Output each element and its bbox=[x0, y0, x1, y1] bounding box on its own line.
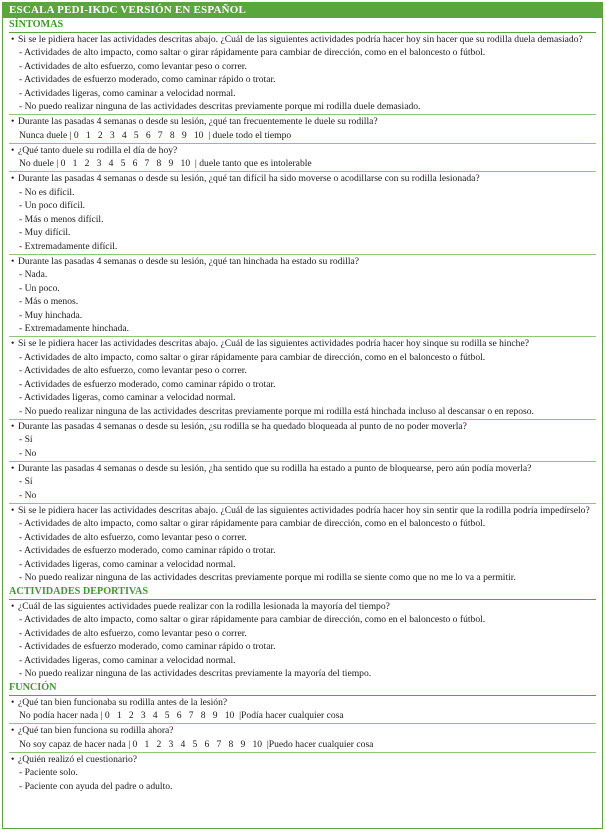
section-questions bbox=[9, 696, 596, 794]
answer-option: - Actividades de alto esfuerzo, como levantar peso o correr. bbox=[19, 627, 247, 639]
bullet-icon: • bbox=[11, 173, 15, 184]
answer-option: - No es difícil. bbox=[19, 186, 75, 198]
bullet-icon: • bbox=[11, 420, 15, 432]
questionnaire-body bbox=[3, 18, 602, 794]
answer-option: - Actividades de esfuerzo moderado, como caminar rápido o trotar. bbox=[19, 74, 276, 85]
question-item bbox=[9, 144, 596, 158]
bullet-icon: • bbox=[11, 504, 15, 516]
section-heading: ACTIVIDADES DEPORTIVAS bbox=[9, 585, 596, 600]
question-text: Si se le pidiera hacer las actividades descritas abajo. ¿Cuál de las siguientes actividades podría hacer hoy sinque su rodilla se hinche? bbox=[18, 338, 529, 349]
section-questions bbox=[9, 600, 596, 682]
question-item bbox=[9, 33, 596, 47]
answer-option: - Actividades de alto esfuerzo, como levantar peso o correr. bbox=[19, 531, 247, 543]
bullet-icon: • bbox=[11, 255, 15, 267]
answer-option: - Paciente solo. bbox=[19, 767, 78, 778]
answer-option: - Más o menos. bbox=[19, 296, 79, 307]
question bbox=[9, 144, 596, 173]
rating-scale: Nunca duele | 0 1 2 3 4 5 6 7 8 9 10 | duele todo el tiempo bbox=[19, 129, 292, 141]
answer-option: - Extremadamente difícil. bbox=[19, 240, 118, 252]
answer-option: - Sí bbox=[19, 476, 33, 487]
answer-option: - Extremadamente hinchada. bbox=[19, 323, 130, 334]
answer-option: - Actividades ligeras, como caminar a velocidad normal. bbox=[19, 558, 236, 570]
question-item bbox=[9, 115, 596, 129]
answer-option: - Un poco. bbox=[19, 282, 60, 294]
answer-option: - Actividades de esfuerzo moderado, como caminar rápido o trotar. bbox=[19, 641, 276, 652]
question bbox=[9, 724, 596, 753]
question bbox=[9, 172, 596, 255]
answer-option: - No puedo realizar ninguna de las actividades descritas previamente porque mi rodilla se siente como que no me lo va a permitir. bbox=[19, 572, 516, 583]
rating-scale: No duele | 0 1 2 3 4 5 6 7 8 9 10 | duele tanto que es intolerable bbox=[19, 158, 312, 169]
bullet-icon: • bbox=[11, 696, 15, 708]
answer-option: - Actividades de esfuerzo moderado, como caminar rápido o trotar. bbox=[19, 378, 276, 390]
question-item bbox=[9, 504, 596, 518]
document-title: ESCALA PEDI-IKDC VERSIÓN EN ESPAÑOL bbox=[3, 3, 602, 18]
answer-option: - Actividades de alto impacto, como saltar o girar rápidamente para cambiar de dirección, como en el baloncesto o fútbol. bbox=[19, 614, 486, 625]
section-heading: FUNCIÓN bbox=[9, 681, 596, 696]
question-text: ¿Cuál de las siguientes actividades puede realizar con la rodilla lesionada la mayoría del tiempo? bbox=[18, 600, 390, 612]
answer-option: - Actividades de alto esfuerzo, como levantar peso o correr. bbox=[19, 60, 247, 72]
bullet-icon: • bbox=[11, 753, 15, 765]
answer-option: - Sí bbox=[19, 434, 33, 445]
question-text: ¿Quién realizó el cuestionario? bbox=[18, 753, 138, 765]
answer-option: - No puedo realizar ninguna de las actividades descritas previamente porque mi rodilla está hinchada incluso al descansar o en reposo. bbox=[19, 405, 534, 417]
question-item bbox=[9, 462, 596, 476]
question-item bbox=[9, 724, 596, 738]
question-text: ¿Qué tanto duele su rodilla el día de hoy? bbox=[18, 144, 178, 156]
answer-option: - Muy difícil. bbox=[19, 227, 71, 238]
bullet-icon: • bbox=[11, 600, 15, 612]
bullet-icon: • bbox=[11, 144, 15, 156]
answer-option: - No bbox=[19, 489, 37, 501]
question-text: Durante las pasadas 4 semanas o desde su lesión, ¿qué tan hinchada ha estado su rodilla? bbox=[18, 255, 360, 267]
answer-option: - No puedo realizar ninguna de las actividades descritas previamente porque mi rodilla duele demasiado. bbox=[19, 101, 421, 112]
bullet-icon: • bbox=[11, 462, 15, 474]
answer-option: - No bbox=[19, 447, 37, 459]
rating-scale: No podía hacer nada | 0 1 2 3 4 5 6 7 8 9 10 |Podía hacer cualquier cosa bbox=[19, 710, 344, 721]
answer-option: - Actividades de alto impacto, como saltar o girar rápidamente para cambiar de dirección, como en el baloncesto o fútbol. bbox=[19, 518, 486, 529]
question-text: ¿Qué tan bien funcionaba su rodilla antes de la lesión? bbox=[18, 696, 228, 708]
question-item bbox=[9, 696, 596, 710]
question bbox=[9, 337, 596, 420]
question bbox=[9, 115, 596, 144]
question-item bbox=[9, 600, 596, 614]
question-item bbox=[9, 255, 596, 269]
section-heading: SÍNTOMAS bbox=[9, 18, 596, 33]
answer-option: - Actividades de alto impacto, como saltar o girar rápidamente para cambiar de dirección, como en el baloncesto o fútbol. bbox=[19, 351, 486, 363]
question-text: Si se le pidiera hacer las actividades descritas abajo. ¿Cuál de las siguientes actividades podría hacer hoy sin sentir que la rodilla podría impedírselo? bbox=[18, 504, 590, 516]
answer-option: - Actividades ligeras, como caminar a velocidad normal. bbox=[19, 87, 236, 99]
question-text: Durante las pasadas 4 semanas o desde su lesión, ¿ha sentido que su rodilla ha estado a punto de bloquearse, pero aún podía moverla? bbox=[18, 462, 532, 474]
answer-option: - Paciente con ayuda del padre o adulto. bbox=[19, 780, 173, 792]
question bbox=[9, 753, 596, 794]
question-item bbox=[9, 337, 596, 351]
rating-scale: No soy capaz de hacer nada | 0 1 2 3 4 5 6 7 8 9 10 |Puedo hacer cualquier cosa bbox=[19, 738, 374, 750]
question bbox=[9, 255, 596, 338]
answer-option: - Actividades ligeras, como caminar a velocidad normal. bbox=[19, 654, 236, 666]
section-questions bbox=[9, 33, 596, 586]
question-text: ¿Qué tan bien funciona su rodilla ahora? bbox=[18, 725, 174, 736]
question-text: Durante las pasadas 4 semanas o desde su lesión, ¿qué tan difícil ha sido moverse o acodillarse con su rodilla lesionada? bbox=[18, 173, 480, 184]
question-item bbox=[9, 172, 596, 186]
bullet-icon: • bbox=[11, 725, 15, 736]
question bbox=[9, 696, 596, 725]
question bbox=[9, 420, 596, 462]
question bbox=[9, 600, 596, 682]
bullet-icon: • bbox=[11, 33, 15, 45]
question-text: Si se le pidiera hacer las actividades descritas abajo. ¿Cuál de las siguientes actividades podría hacer hoy sin hacer que su rodilla duela demasiado? bbox=[18, 33, 583, 45]
question bbox=[9, 33, 596, 116]
question-text: Durante las pasadas 4 semanas o desde su lesión, ¿qué tan frecuentemente le duele su rodilla? bbox=[18, 116, 378, 127]
answer-option: - Nada. bbox=[19, 269, 48, 280]
question bbox=[9, 462, 596, 504]
bullet-icon: • bbox=[11, 116, 15, 127]
answer-option: - Más o menos difícil. bbox=[19, 213, 104, 225]
question-item bbox=[9, 420, 596, 434]
question bbox=[9, 504, 596, 586]
answer-option: - No puedo realizar ninguna de las actividades descritas previamente la mayoría del tiempo. bbox=[19, 668, 372, 679]
question-text: Durante las pasadas 4 semanas o desde su lesión, ¿su rodilla se ha quedado bloqueada al punto de no poder moverla? bbox=[18, 420, 467, 432]
bullet-icon: • bbox=[11, 338, 15, 349]
answer-option: - Actividades de alto esfuerzo, como levantar peso o correr. bbox=[19, 365, 247, 376]
answer-option: - Actividades de esfuerzo moderado, como caminar rápido o trotar. bbox=[19, 545, 276, 556]
answer-option: - Muy hinchada. bbox=[19, 309, 83, 321]
question-item bbox=[9, 753, 596, 767]
questionnaire-page bbox=[2, 2, 603, 829]
answer-option: - Un poco difícil. bbox=[19, 200, 86, 211]
answer-option: - Actividades ligeras, como caminar a velocidad normal. bbox=[19, 392, 236, 403]
answer-option: - Actividades de alto impacto, como saltar o girar rápidamente para cambiar de dirección, como en el baloncesto o fútbol. bbox=[19, 47, 486, 58]
